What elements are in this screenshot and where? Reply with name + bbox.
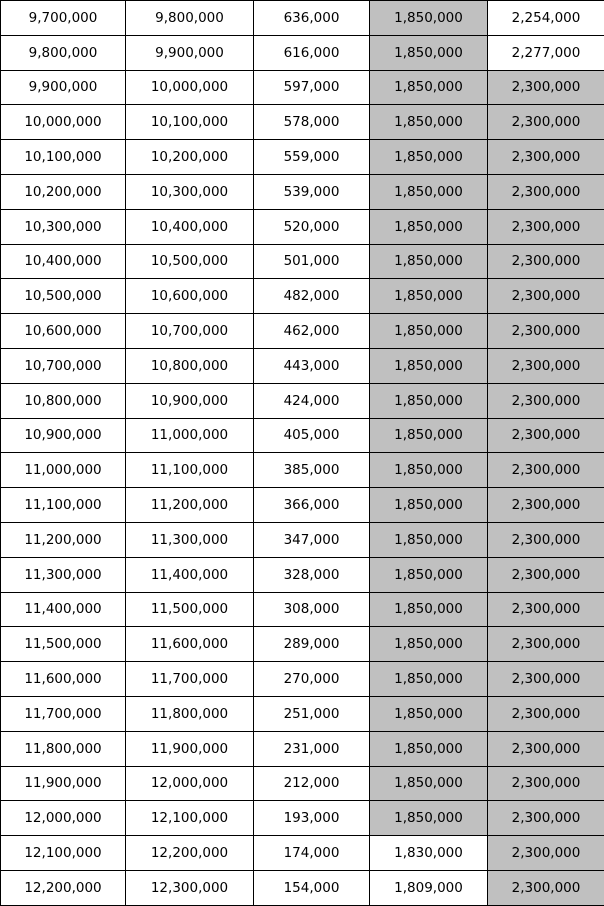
cell-cap-a: 1,850,000 [370, 418, 488, 453]
cell-amount: 616,000 [254, 35, 370, 70]
cell-cap-b: 2,300,000 [488, 557, 604, 592]
cell-amount: 231,000 [254, 731, 370, 766]
cell-amount: 539,000 [254, 174, 370, 209]
cell-income-to: 11,200,000 [126, 488, 254, 523]
cell-income-from: 9,700,000 [1, 1, 126, 36]
cell-cap-a: 1,830,000 [370, 836, 488, 871]
cell-cap-b: 2,300,000 [488, 731, 604, 766]
cell-cap-a: 1,850,000 [370, 522, 488, 557]
cell-cap-b: 2,300,000 [488, 70, 604, 105]
table-row [1, 1, 604, 36]
cell-amount: 405,000 [254, 418, 370, 453]
cell-cap-a: 1,850,000 [370, 592, 488, 627]
cell-income-to: 10,500,000 [126, 244, 254, 279]
cell-cap-a: 1,850,000 [370, 488, 488, 523]
cell-income-from: 11,000,000 [1, 453, 126, 488]
cell-income-from: 11,100,000 [1, 488, 126, 523]
table-row [1, 557, 604, 592]
cell-income-from: 9,900,000 [1, 70, 126, 105]
cell-amount: 636,000 [254, 1, 370, 36]
cell-cap-b: 2,300,000 [488, 662, 604, 697]
cell-income-to: 11,800,000 [126, 696, 254, 731]
cell-cap-b: 2,300,000 [488, 870, 604, 905]
cell-cap-a: 1,850,000 [370, 244, 488, 279]
cell-cap-a: 1,850,000 [370, 348, 488, 383]
cell-income-from: 10,900,000 [1, 418, 126, 453]
cell-income-from: 10,000,000 [1, 105, 126, 140]
cell-amount: 270,000 [254, 662, 370, 697]
cell-cap-b: 2,300,000 [488, 174, 604, 209]
cell-income-from: 11,600,000 [1, 662, 126, 697]
table-row [1, 627, 604, 662]
cell-cap-a: 1,850,000 [370, 627, 488, 662]
cell-income-from: 11,900,000 [1, 766, 126, 801]
cell-cap-a: 1,850,000 [370, 140, 488, 175]
cell-amount: 482,000 [254, 279, 370, 314]
cell-income-to: 11,100,000 [126, 453, 254, 488]
cell-amount: 501,000 [254, 244, 370, 279]
cell-income-to: 10,800,000 [126, 348, 254, 383]
cell-cap-a: 1,850,000 [370, 453, 488, 488]
table-row [1, 453, 604, 488]
cell-amount: 174,000 [254, 836, 370, 871]
table-row [1, 870, 604, 905]
cell-income-from: 11,700,000 [1, 696, 126, 731]
cell-income-to: 11,700,000 [126, 662, 254, 697]
cell-income-from: 12,100,000 [1, 836, 126, 871]
cell-income-to: 9,800,000 [126, 1, 254, 36]
cell-income-to: 10,700,000 [126, 314, 254, 349]
cell-amount: 308,000 [254, 592, 370, 627]
cell-income-from: 11,500,000 [1, 627, 126, 662]
cell-income-from: 11,200,000 [1, 522, 126, 557]
table-row [1, 383, 604, 418]
cell-amount: 328,000 [254, 557, 370, 592]
table-row [1, 348, 604, 383]
cell-cap-b: 2,300,000 [488, 488, 604, 523]
cell-cap-b: 2,300,000 [488, 140, 604, 175]
cell-income-to: 12,300,000 [126, 870, 254, 905]
cell-income-from: 11,800,000 [1, 731, 126, 766]
table-row [1, 522, 604, 557]
cell-cap-b: 2,300,000 [488, 209, 604, 244]
table-row [1, 35, 604, 70]
cell-income-to: 10,900,000 [126, 383, 254, 418]
cell-income-to: 10,200,000 [126, 140, 254, 175]
cell-cap-a: 1,850,000 [370, 35, 488, 70]
cell-cap-a: 1,850,000 [370, 314, 488, 349]
cell-cap-b: 2,300,000 [488, 696, 604, 731]
table-body [1, 1, 604, 906]
cell-amount: 520,000 [254, 209, 370, 244]
cell-cap-b: 2,300,000 [488, 836, 604, 871]
table-row [1, 766, 604, 801]
cell-income-to: 11,400,000 [126, 557, 254, 592]
table-row [1, 488, 604, 523]
cell-income-from: 10,500,000 [1, 279, 126, 314]
table-row [1, 279, 604, 314]
cell-income-from: 12,200,000 [1, 870, 126, 905]
cell-cap-b: 2,300,000 [488, 801, 604, 836]
cell-cap-a: 1,850,000 [370, 70, 488, 105]
cell-cap-a: 1,850,000 [370, 105, 488, 140]
cell-income-to: 9,900,000 [126, 35, 254, 70]
cell-cap-b: 2,277,000 [488, 35, 604, 70]
cell-cap-a: 1,850,000 [370, 383, 488, 418]
cell-cap-a: 1,850,000 [370, 696, 488, 731]
cell-amount: 289,000 [254, 627, 370, 662]
cell-amount: 424,000 [254, 383, 370, 418]
cell-amount: 597,000 [254, 70, 370, 105]
cell-amount: 212,000 [254, 766, 370, 801]
cell-amount: 251,000 [254, 696, 370, 731]
cell-amount: 366,000 [254, 488, 370, 523]
table-row [1, 105, 604, 140]
cell-cap-a: 1,850,000 [370, 174, 488, 209]
cell-income-to: 12,200,000 [126, 836, 254, 871]
cell-cap-b: 2,300,000 [488, 453, 604, 488]
cell-cap-a: 1,850,000 [370, 557, 488, 592]
table-row [1, 140, 604, 175]
cell-income-from: 10,700,000 [1, 348, 126, 383]
cell-cap-b: 2,300,000 [488, 522, 604, 557]
cell-cap-a: 1,850,000 [370, 209, 488, 244]
cell-income-from: 11,400,000 [1, 592, 126, 627]
cell-cap-a: 1,850,000 [370, 731, 488, 766]
cell-income-to: 12,000,000 [126, 766, 254, 801]
cell-income-from: 12,000,000 [1, 801, 126, 836]
cell-cap-b: 2,300,000 [488, 766, 604, 801]
table-row [1, 244, 604, 279]
cell-income-to: 10,600,000 [126, 279, 254, 314]
cell-cap-a: 1,850,000 [370, 279, 488, 314]
cell-amount: 578,000 [254, 105, 370, 140]
cell-cap-a: 1,850,000 [370, 662, 488, 697]
table-row [1, 174, 604, 209]
cell-cap-b: 2,300,000 [488, 244, 604, 279]
cell-income-from: 10,200,000 [1, 174, 126, 209]
cell-income-to: 11,500,000 [126, 592, 254, 627]
cell-amount: 154,000 [254, 870, 370, 905]
table-row [1, 70, 604, 105]
cell-amount: 385,000 [254, 453, 370, 488]
table-row [1, 662, 604, 697]
cell-income-to: 10,400,000 [126, 209, 254, 244]
cell-cap-b: 2,300,000 [488, 105, 604, 140]
table-row [1, 836, 604, 871]
cell-cap-b: 2,300,000 [488, 383, 604, 418]
cell-cap-b: 2,300,000 [488, 314, 604, 349]
table-row [1, 731, 604, 766]
cell-cap-a: 1,809,000 [370, 870, 488, 905]
cell-cap-b: 2,300,000 [488, 627, 604, 662]
cell-cap-a: 1,850,000 [370, 801, 488, 836]
table-row [1, 209, 604, 244]
cell-income-to: 11,000,000 [126, 418, 254, 453]
cell-cap-b: 2,300,000 [488, 592, 604, 627]
cell-income-to: 12,100,000 [126, 801, 254, 836]
cell-income-to: 11,600,000 [126, 627, 254, 662]
cell-income-from: 10,400,000 [1, 244, 126, 279]
cell-income-from: 10,300,000 [1, 209, 126, 244]
cell-income-to: 10,100,000 [126, 105, 254, 140]
cell-amount: 462,000 [254, 314, 370, 349]
cell-income-from: 9,800,000 [1, 35, 126, 70]
cell-cap-a: 1,850,000 [370, 1, 488, 36]
cell-cap-b: 2,254,000 [488, 1, 604, 36]
table-row [1, 801, 604, 836]
cell-income-to: 10,300,000 [126, 174, 254, 209]
cell-income-from: 10,100,000 [1, 140, 126, 175]
table-row [1, 418, 604, 453]
table-row [1, 314, 604, 349]
cell-cap-b: 2,300,000 [488, 279, 604, 314]
table-row [1, 592, 604, 627]
cell-cap-b: 2,300,000 [488, 418, 604, 453]
cell-amount: 559,000 [254, 140, 370, 175]
cell-income-from: 10,800,000 [1, 383, 126, 418]
table-row [1, 696, 604, 731]
cell-income-from: 10,600,000 [1, 314, 126, 349]
cell-cap-b: 2,300,000 [488, 348, 604, 383]
cell-income-to: 11,300,000 [126, 522, 254, 557]
cell-income-to: 11,900,000 [126, 731, 254, 766]
cell-amount: 443,000 [254, 348, 370, 383]
cell-amount: 193,000 [254, 801, 370, 836]
cell-cap-a: 1,850,000 [370, 766, 488, 801]
cell-income-to: 10,000,000 [126, 70, 254, 105]
cell-amount: 347,000 [254, 522, 370, 557]
cell-income-from: 11,300,000 [1, 557, 126, 592]
